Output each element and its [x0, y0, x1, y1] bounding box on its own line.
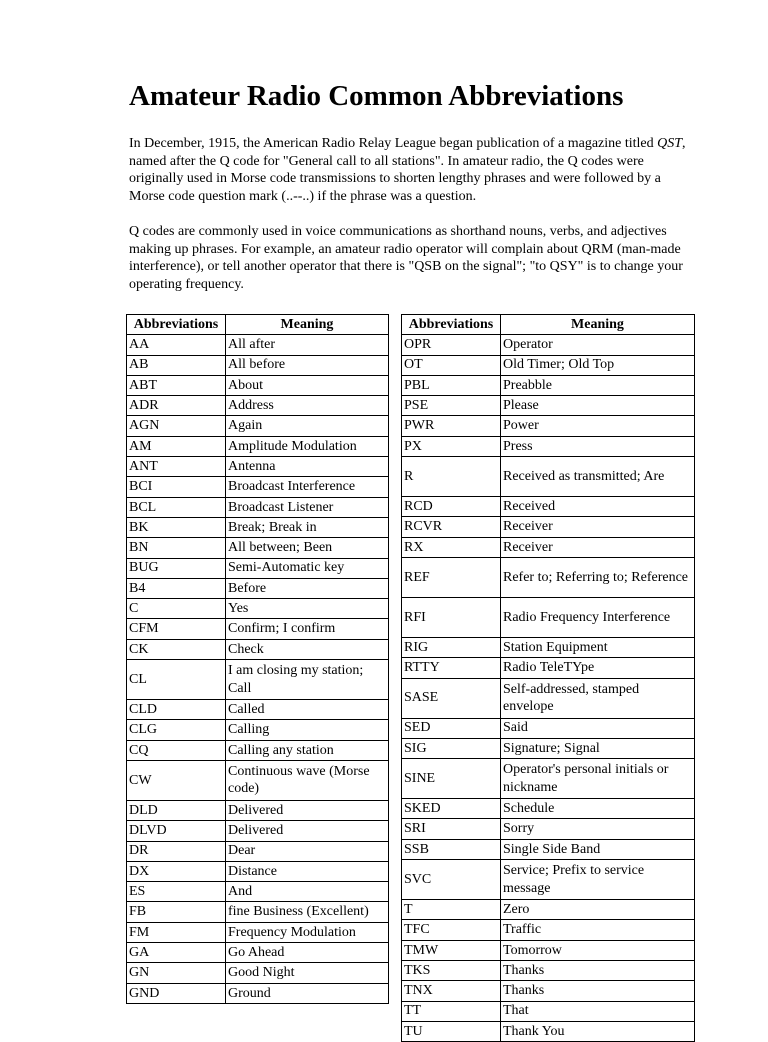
abbreviation-cell: AM: [127, 436, 226, 456]
table-row: [127, 902, 389, 922]
abbreviation-cell: ADR: [127, 396, 226, 416]
meaning-cell: Good Night: [226, 963, 389, 983]
meaning-cell: Calling: [226, 720, 389, 740]
table-row: [127, 760, 389, 800]
abbreviation-cell: TMW: [402, 940, 501, 960]
column-header-abbreviations: Abbreviations: [402, 315, 501, 335]
table-row: [127, 639, 389, 659]
meaning-cell: Break; Break in: [226, 517, 389, 537]
abbreviation-cell: TT: [402, 1001, 501, 1021]
abbreviations-table-left: [126, 314, 389, 1004]
meaning-cell: Receiver: [501, 537, 695, 557]
meaning-cell: Ground: [226, 983, 389, 1003]
abbreviation-cell: C: [127, 599, 226, 619]
meaning-cell: Confirm; I confirm: [226, 619, 389, 639]
table-row: [127, 396, 389, 416]
abbreviation-cell: T: [402, 900, 501, 920]
table-row: [127, 619, 389, 639]
meaning-cell: Amplitude Modulation: [226, 436, 389, 456]
table-row: [402, 1021, 695, 1041]
abbreviation-cell: PBL: [402, 375, 501, 395]
table-row: [127, 841, 389, 861]
table-row: [127, 800, 389, 820]
meaning-cell: All before: [226, 355, 389, 375]
table-row: [127, 660, 389, 700]
meaning-cell: Before: [226, 578, 389, 598]
meaning-cell: Broadcast Interference: [226, 477, 389, 497]
abbreviation-cell: TU: [402, 1021, 501, 1041]
meaning-cell: All between; Been: [226, 538, 389, 558]
table-row: [402, 920, 695, 940]
abbreviation-cell: TKS: [402, 960, 501, 980]
meaning-cell: Old Timer; Old Top: [501, 355, 695, 375]
table-row: [127, 558, 389, 578]
meaning-cell: Dear: [226, 841, 389, 861]
abbreviation-cell: SSB: [402, 839, 501, 859]
abbreviation-cell: SVC: [402, 860, 501, 900]
meaning-cell: Received: [501, 497, 695, 517]
table-row: [402, 839, 695, 859]
meaning-cell: All after: [226, 335, 389, 355]
intro-text-after: , named after the Q code for "General call to all stations". In amateur radio, the Q codes were originally used in Morse code transmissions to shorten lengthy phrases and were followed by a Morse code question mark (..--..) if the phrase was a question.: [129, 136, 686, 204]
meaning-cell: Press: [501, 436, 695, 456]
table-row: [127, 335, 389, 355]
meaning-cell: Called: [226, 700, 389, 720]
meaning-cell: Semi-Automatic key: [226, 558, 389, 578]
table-row: [127, 497, 389, 517]
abbreviation-cell: AGN: [127, 416, 226, 436]
abbreviation-cell: BUG: [127, 558, 226, 578]
abbreviation-cell: GN: [127, 963, 226, 983]
table-row: [402, 799, 695, 819]
abbreviation-cell: RIG: [402, 637, 501, 657]
meaning-cell: Single Side Band: [501, 839, 695, 859]
abbreviation-cell: RCD: [402, 497, 501, 517]
abbreviation-cell: SED: [402, 718, 501, 738]
table-body: [127, 335, 389, 1004]
abbreviation-cell: DX: [127, 861, 226, 881]
abbreviation-cell: ANT: [127, 457, 226, 477]
intro-paragraph-2: Q codes are commonly used in voice communications as shorthand nouns, verbs, and adjectives making up phrases. For example, an amateur radio operator will complain about QRM (man-made interference), or tell another operator that there is "QSB on the signal"; "to QSY" is to change your operating frequency.: [129, 224, 683, 292]
abbreviation-cell: DLD: [127, 800, 226, 820]
abbreviation-cell: TNX: [402, 981, 501, 1001]
table-row: [402, 355, 695, 375]
table-row: [402, 658, 695, 678]
abbreviation-cell: BN: [127, 538, 226, 558]
meaning-cell: Received as transmitted; Are: [501, 457, 695, 497]
abbreviation-cell: GA: [127, 943, 226, 963]
meaning-cell: Traffic: [501, 920, 695, 940]
meaning-cell: Self-addressed, stamped envelope: [501, 678, 695, 718]
table-row: [402, 396, 695, 416]
meaning-cell: Delivered: [226, 800, 389, 820]
table-header-row: [127, 315, 389, 335]
table-row: [402, 678, 695, 718]
table-row: [127, 922, 389, 942]
table-row: [127, 821, 389, 841]
meaning-cell: About: [226, 375, 389, 395]
table-row: [402, 759, 695, 799]
meaning-cell: Broadcast Listener: [226, 497, 389, 517]
abbreviation-cell: PX: [402, 436, 501, 456]
meaning-cell: Service; Prefix to service message: [501, 860, 695, 900]
table-row: [127, 720, 389, 740]
table-row: [402, 981, 695, 1001]
meaning-cell: Antenna: [226, 457, 389, 477]
table-row: [127, 416, 389, 436]
meaning-cell: And: [226, 882, 389, 902]
meaning-cell: Please: [501, 396, 695, 416]
abbreviation-cell: RTTY: [402, 658, 501, 678]
magazine-name: QST: [657, 136, 683, 151]
abbreviation-cell: SRI: [402, 819, 501, 839]
table-row: [127, 457, 389, 477]
meaning-cell: Check: [226, 639, 389, 659]
abbreviation-cell: AB: [127, 355, 226, 375]
abbreviation-cell: BCL: [127, 497, 226, 517]
table-row: [402, 457, 695, 497]
meaning-cell: Said: [501, 718, 695, 738]
column-header-abbreviations: Abbreviations: [127, 315, 226, 335]
abbreviation-cell: SASE: [402, 678, 501, 718]
table-row: [127, 963, 389, 983]
meaning-cell: Address: [226, 396, 389, 416]
table-header-row: [402, 315, 695, 335]
abbreviation-cell: CL: [127, 660, 226, 700]
meaning-cell: Radio Frequency Interference: [501, 597, 695, 637]
meaning-cell: Thanks: [501, 960, 695, 980]
abbreviation-cell: CK: [127, 639, 226, 659]
meaning-cell: Yes: [226, 599, 389, 619]
meaning-cell: I am closing my station; Call: [226, 660, 389, 700]
table-row: [402, 517, 695, 537]
abbreviation-cell: CLD: [127, 700, 226, 720]
table-body: [402, 335, 695, 1042]
table-row: [127, 477, 389, 497]
table-row: [402, 960, 695, 980]
abbreviation-cell: DLVD: [127, 821, 226, 841]
meaning-cell: Go Ahead: [226, 943, 389, 963]
table-row: [402, 335, 695, 355]
abbreviation-cell: BK: [127, 517, 226, 537]
meaning-cell: Thanks: [501, 981, 695, 1001]
abbreviation-cell: RFI: [402, 597, 501, 637]
table-row: [402, 718, 695, 738]
table-row: [402, 416, 695, 436]
abbreviation-cell: FB: [127, 902, 226, 922]
table-row: [127, 355, 389, 375]
table-row: [402, 375, 695, 395]
meaning-cell: fine Business (Excellent): [226, 902, 389, 922]
intro-text-before: In December, 1915, the American Radio Relay League began publication of a magazine titled: [129, 136, 658, 151]
meaning-cell: Distance: [226, 861, 389, 881]
abbreviation-cell: SINE: [402, 759, 501, 799]
table-row: [127, 882, 389, 902]
abbreviation-cell: DR: [127, 841, 226, 861]
abbreviation-cell: AA: [127, 335, 226, 355]
abbreviation-cell: FM: [127, 922, 226, 942]
meaning-cell: Thank You: [501, 1021, 695, 1041]
table-row: [402, 497, 695, 517]
table-row: [402, 860, 695, 900]
table-row: [402, 1001, 695, 1021]
meaning-cell: Delivered: [226, 821, 389, 841]
meaning-cell: Sorry: [501, 819, 695, 839]
abbreviation-cell: PSE: [402, 396, 501, 416]
table-row: [402, 537, 695, 557]
abbreviations-table-right: [401, 314, 695, 1042]
table-row: [402, 738, 695, 758]
abbreviation-cell: CLG: [127, 720, 226, 740]
table-row: [127, 375, 389, 395]
meaning-cell: Frequency Modulation: [226, 922, 389, 942]
abbreviation-cell: SIG: [402, 738, 501, 758]
meaning-cell: Station Equipment: [501, 637, 695, 657]
table-row: [127, 700, 389, 720]
meaning-cell: That: [501, 1001, 695, 1021]
table-row: [402, 940, 695, 960]
table-row: [127, 436, 389, 456]
meaning-cell: Schedule: [501, 799, 695, 819]
meaning-cell: Zero: [501, 900, 695, 920]
abbreviation-cell: ES: [127, 882, 226, 902]
meaning-cell: Power: [501, 416, 695, 436]
abbreviation-cell: R: [402, 457, 501, 497]
meaning-cell: Continuous wave (Morse code): [226, 760, 389, 800]
column-header-meaning: Meaning: [226, 315, 389, 335]
abbreviation-cell: SKED: [402, 799, 501, 819]
abbreviation-cell: CFM: [127, 619, 226, 639]
intro-paragraph-1: [129, 135, 699, 205]
table-row: [127, 538, 389, 558]
table-row: [127, 740, 389, 760]
column-header-meaning: Meaning: [501, 315, 695, 335]
meaning-cell: Operator: [501, 335, 695, 355]
table-row: [402, 819, 695, 839]
table-row: [402, 436, 695, 456]
meaning-cell: Calling any station: [226, 740, 389, 760]
abbreviation-cell: PWR: [402, 416, 501, 436]
meaning-cell: Preabble: [501, 375, 695, 395]
meaning-cell: Radio TeleTYpe: [501, 658, 695, 678]
abbreviation-cell: OT: [402, 355, 501, 375]
table-row: [402, 637, 695, 657]
meaning-cell: Signature; Signal: [501, 738, 695, 758]
abbreviation-cell: B4: [127, 578, 226, 598]
meaning-cell: Tomorrow: [501, 940, 695, 960]
table-row: [402, 900, 695, 920]
table-row: [127, 861, 389, 881]
table-row: [127, 517, 389, 537]
abbreviation-cell: OPR: [402, 335, 501, 355]
table-row: [127, 943, 389, 963]
abbreviation-cell: BCI: [127, 477, 226, 497]
table-row: [127, 983, 389, 1003]
table-row: [127, 578, 389, 598]
abbreviation-cell: CQ: [127, 740, 226, 760]
table-row: [402, 557, 695, 597]
page-title: Amateur Radio Common Abbreviations: [129, 80, 624, 112]
abbreviation-cell: RX: [402, 537, 501, 557]
abbreviation-cell: ABT: [127, 375, 226, 395]
meaning-cell: Refer to; Referring to; Reference: [501, 557, 695, 597]
abbreviation-cell: TFC: [402, 920, 501, 940]
table-row: [127, 599, 389, 619]
meaning-cell: Again: [226, 416, 389, 436]
abbreviation-cell: REF: [402, 557, 501, 597]
meaning-cell: Receiver: [501, 517, 695, 537]
table-row: [402, 597, 695, 637]
meaning-cell: Operator's personal initials or nickname: [501, 759, 695, 799]
abbreviation-cell: CW: [127, 760, 226, 800]
abbreviation-cell: RCVR: [402, 517, 501, 537]
abbreviation-cell: GND: [127, 983, 226, 1003]
